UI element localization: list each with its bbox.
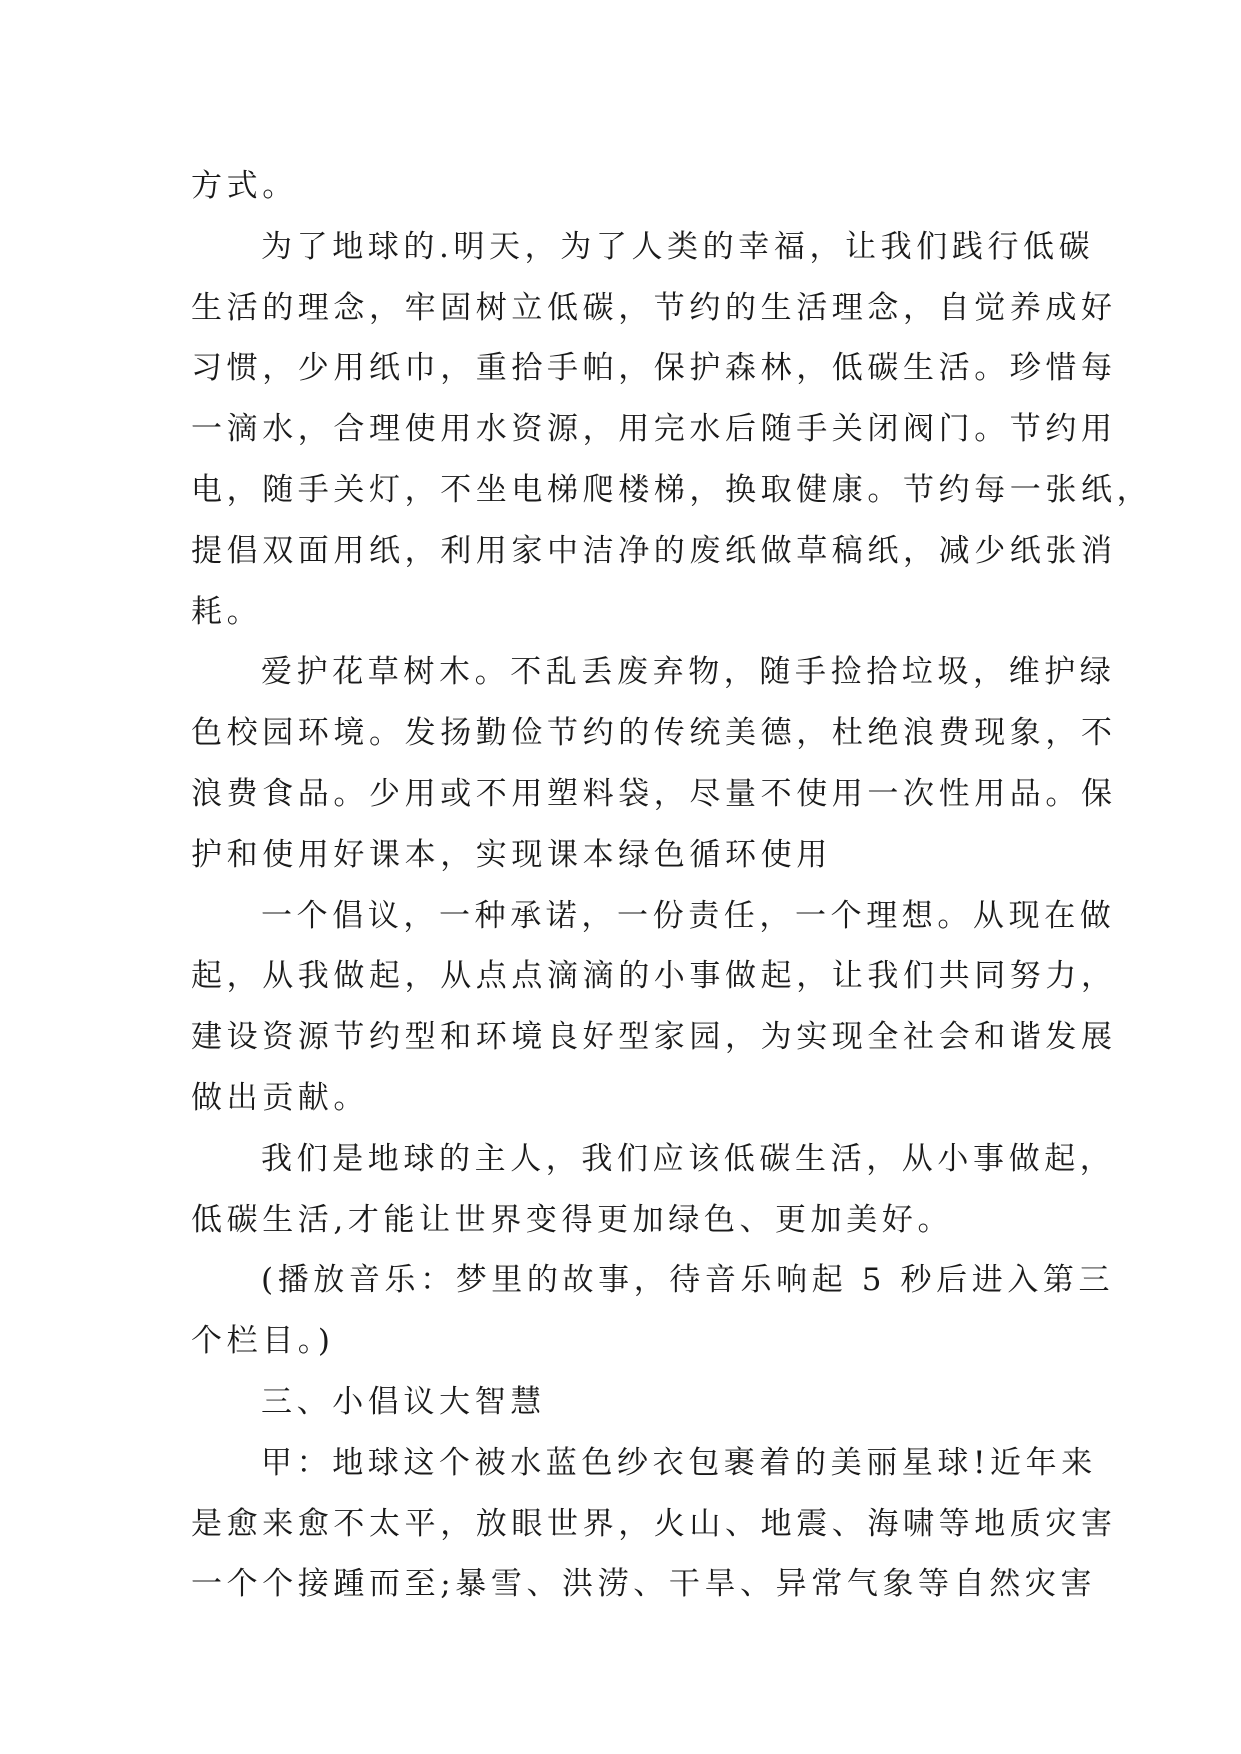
text-line: 我们是地球的主人，我们应该低碳生活，从小事做起， (261, 1140, 1116, 1177)
text-line: 一个个接踵而至;暴雪、洪涝、干旱、异常气象等自然灾害 (191, 1566, 1097, 1603)
text-line: 浪费食品。少用或不用塑料袋，尽量不使用一次性用品。保 (191, 775, 1117, 812)
text-line: 低碳生活,才能让世界变得更加绿色、更加美好。 (191, 1201, 954, 1238)
text-line: 甲：地球这个被水蓝色纱衣包裹着的美丽星球!近年来 (261, 1444, 1097, 1481)
document-body (191, 156, 1153, 1615)
text-line: 护和使用好课本，实现课本绿色循环使用 (191, 836, 832, 873)
section-heading: 三、小倡议大智慧 (261, 1383, 546, 1420)
text-line: 建设资源节约型和环境良好型家园，为实现全社会和谐发展 (191, 1019, 1117, 1056)
text-line: 色校园环境。发扬勤俭节约的传统美德，杜绝浪费现象，不 (191, 715, 1117, 752)
text-line: 电，随手关灯，不坐电梯爬楼梯，换取健康。节约每一张纸， (191, 471, 1153, 508)
text-line: 起，从我做起，从点点滴滴的小事做起，让我们共同努力， (191, 958, 1117, 995)
text-line: 为了地球的.明天，为了人类的幸福，让我们践行低碳 (261, 228, 1095, 265)
text-line: 提倡双面用纸，利用家中洁净的废纸做草稿纸，减少纸张消 (191, 532, 1117, 569)
text-line: 是愈来愈不太平，放眼世界，火山、地震、海啸等地质灾害 (191, 1505, 1117, 1542)
text-line: 习惯，少用纸巾，重拾手帕，保护森林，低碳生活。珍惜每 (191, 350, 1117, 387)
text-line: 做出贡献。 (191, 1079, 369, 1116)
text-line: 爱护花草树木。不乱丢废弃物，随手捡拾垃圾，维护绿 (261, 654, 1116, 691)
text-line: 方式。 (191, 168, 298, 204)
text-line: 生活的理念，牢固树立低碳，节约的生活理念，自觉养成好 (191, 289, 1117, 326)
text-line: (播放音乐：梦里的故事，待音乐响起 5 秒后进入第三 (261, 1262, 1115, 1299)
text-line: 个栏目。) (191, 1323, 335, 1360)
text-line: 耗。 (191, 593, 263, 630)
text-line: 一个倡议，一种承诺，一份责任，一个理想。从现在做 (261, 897, 1116, 934)
text-line: 一滴水，合理使用水资源，用完水后随手关闭阀门。节约用 (191, 411, 1117, 448)
